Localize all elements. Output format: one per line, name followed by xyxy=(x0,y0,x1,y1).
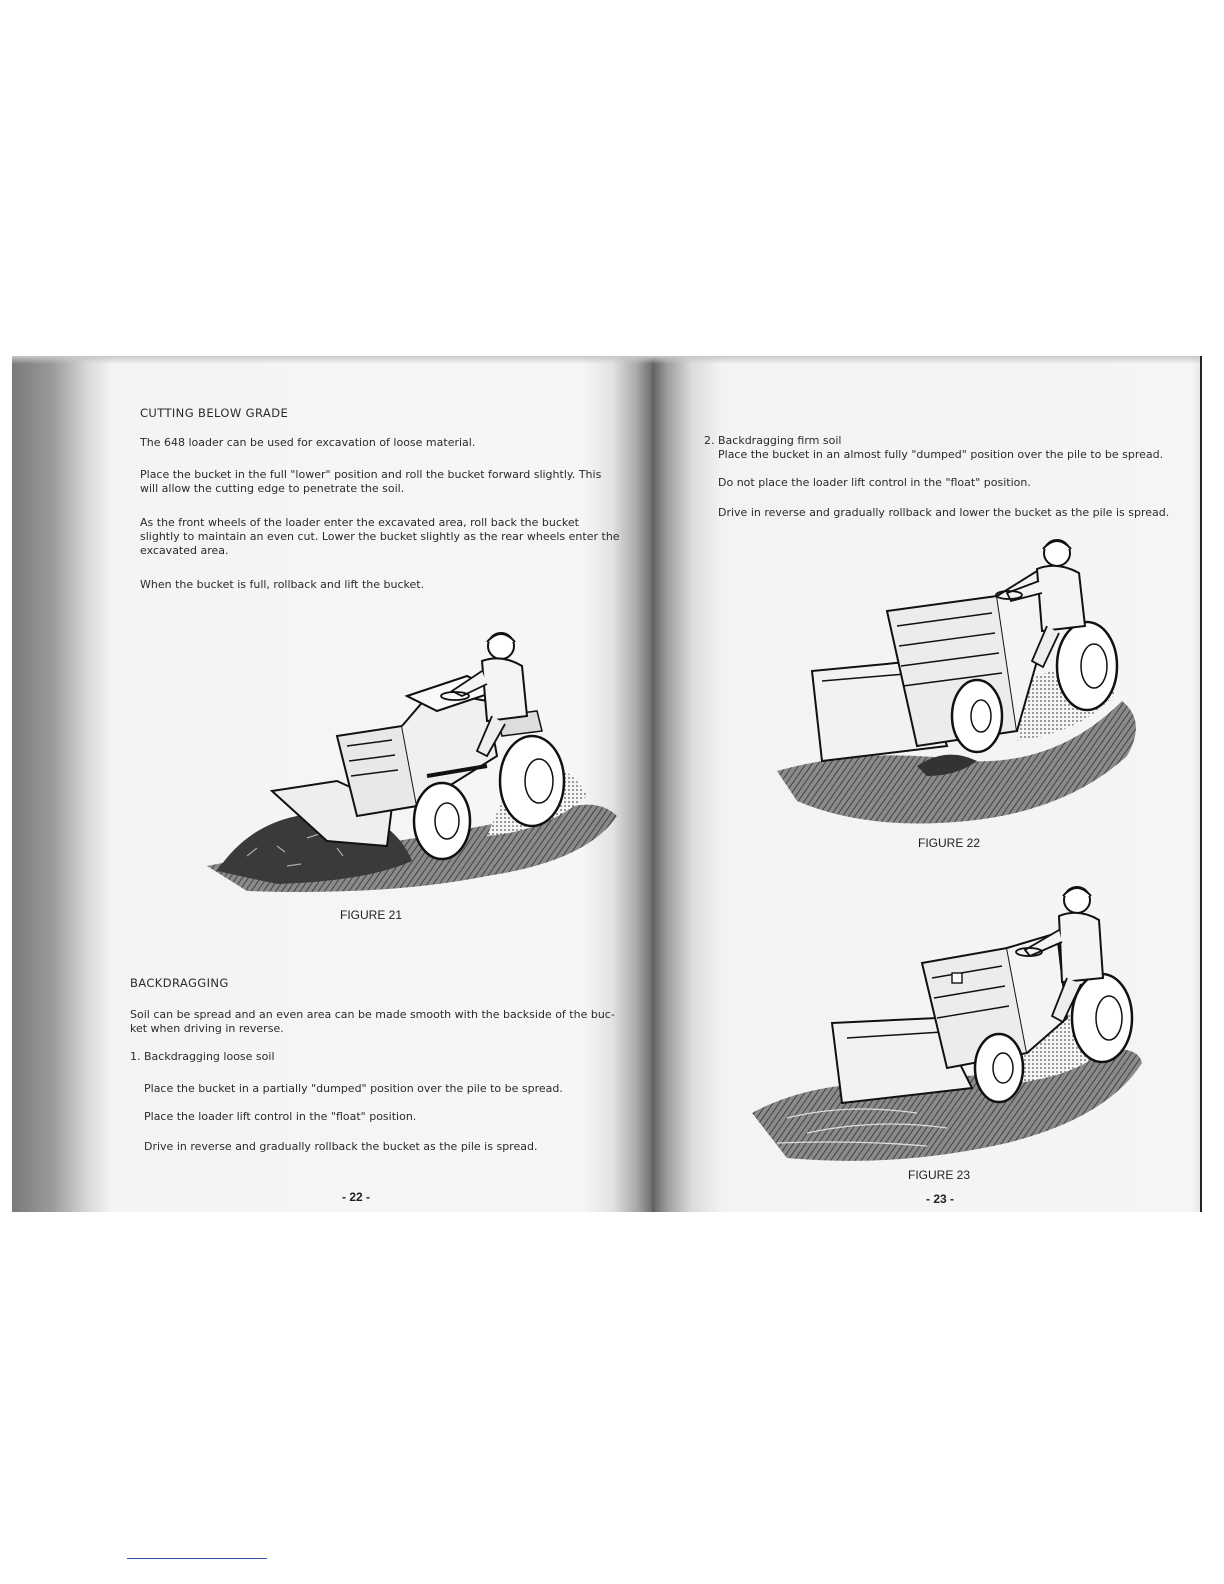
heading-cutting-below-grade: CUTTING BELOW GRADE xyxy=(140,406,289,420)
paragraph-front-wheels-line-3: excavated area. xyxy=(140,544,229,557)
page-top-shadow xyxy=(652,356,1202,364)
figure-22-illustration xyxy=(767,531,1147,831)
list-item-1-title: 1. Backdragging loose soil xyxy=(130,1050,275,1063)
paragraph-spread-line-2: ket when driving in reverse. xyxy=(130,1022,284,1035)
paragraph-excavation: The 648 loader can be used for excavation of loose material. xyxy=(140,436,476,449)
list-item-2-step-2: Do not place the loader lift control in the "float" position. xyxy=(718,476,1031,489)
footer-rule xyxy=(127,1558,267,1559)
figure-21-illustration xyxy=(187,616,627,906)
book-spread xyxy=(12,356,1202,1212)
paragraph-lower-line-2: will allow the cutting edge to penetrate the soil. xyxy=(140,482,405,495)
list-item-2-title: 2. Backdragging firm soil xyxy=(704,434,842,447)
list-item-2-step-3: Drive in reverse and gradually rollback and lower the bucket as the pile is spread. xyxy=(718,506,1170,519)
paragraph-front-wheels-line-2: slightly to maintain an even cut. Lower the bucket slightly as the rear wheels enter the xyxy=(140,530,620,543)
heading-backdragging: BACKDRAGGING xyxy=(130,976,229,990)
page-23 xyxy=(652,356,1202,1212)
paragraph-lower-line-1: Place the bucket in the full "lower" position and roll the bucket forward slightly. This xyxy=(140,468,602,481)
page-number-23: - 23 - xyxy=(926,1192,955,1206)
list-item-2-step-1: Place the bucket in an almost fully "dumped" position over the pile to be spread. xyxy=(718,448,1164,461)
page-number-22: - 22 - xyxy=(342,1190,371,1204)
list-item-1-step-2: Place the loader lift control in the "float" position. xyxy=(144,1110,417,1123)
list-item-1-step-3: Drive in reverse and gradually rollback the bucket as the pile is spread. xyxy=(144,1140,538,1153)
page-top-shadow xyxy=(12,356,652,364)
figure-23-caption: FIGURE 23 xyxy=(908,1168,971,1182)
figure-23-illustration xyxy=(747,878,1147,1168)
figure-21-caption: FIGURE 21 xyxy=(340,908,403,922)
page-22 xyxy=(12,356,652,1212)
paragraph-spread-line-1: Soil can be spread and an even area can be made smooth with the backside of the buc- xyxy=(130,1008,615,1021)
paragraph-bucket-full: When the bucket is full, rollback and lift the bucket. xyxy=(140,578,425,591)
figure-22-caption: FIGURE 22 xyxy=(918,836,981,850)
list-item-1-step-1: Place the bucket in a partially "dumped" position over the pile to be spread. xyxy=(144,1082,563,1095)
paragraph-front-wheels-line-1: As the front wheels of the loader enter the excavated area, roll back the bucket xyxy=(140,516,579,529)
